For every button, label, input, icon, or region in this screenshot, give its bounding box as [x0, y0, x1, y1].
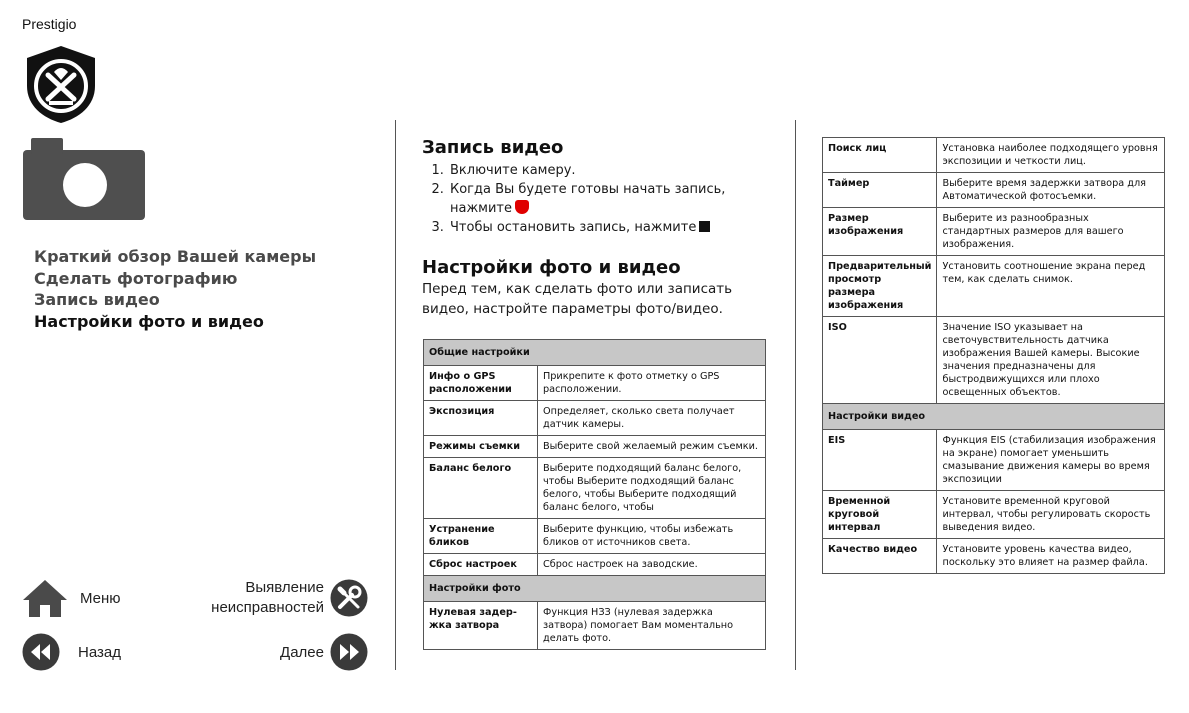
table-row: Поиск лиц Установка наиболее подходящего уровня экспозиции и четкости лиц. — [823, 138, 1165, 173]
back-label: Назад — [78, 643, 121, 661]
tools-icon — [330, 579, 368, 617]
brand-name: Prestigio — [22, 16, 77, 32]
table-row: Сброс настроек Сброс настроек на заводские. — [424, 554, 766, 576]
settings-table-general — [423, 339, 766, 650]
stop-button-icon — [699, 221, 710, 232]
table-section-header: Настройки фото — [424, 576, 766, 602]
column-divider-left — [395, 120, 396, 670]
menu-button[interactable] — [22, 578, 121, 618]
photo-video-settings-title: Настройки фото и видео — [422, 257, 681, 278]
table-row: Режимы съемки Выберите свой желаемый режим съемки. — [424, 436, 766, 458]
video-step-2: 2. Когда Вы будете готовы начать запись, нажмите — [448, 180, 767, 218]
fast-forward-icon — [330, 633, 368, 671]
prestigio-logo-icon — [21, 44, 101, 124]
settings-intro: Перед тем, как сделать фото или записать видео, настройте параметры фото/видео. — [422, 281, 733, 317]
table-row: Таймер Выберите время задержки затвора для Автоматической фотосъемки. — [823, 173, 1165, 208]
rewind-icon — [22, 633, 60, 671]
table-of-contents — [34, 246, 316, 332]
table-row: Экспозиция Определяет, сколько света получает датчик камеры. — [424, 401, 766, 436]
troubleshooting-label-line2: неисправностей — [211, 599, 324, 616]
troubleshooting-button[interactable] — [196, 578, 368, 618]
table-row: Предварительный просмотр размера изображения Установить соотношение экрана перед тем, как сделать снимок. — [823, 256, 1165, 317]
table-row: Инфо о GPS расположении Прикрепите к фото отметку о GPS расположении. — [424, 366, 766, 401]
middle-column — [422, 137, 767, 319]
table-row: Временной круговой интервал Установите временной круговой интервал, чтобы регулировать скорость выведения видео. — [823, 491, 1165, 539]
camera-icon — [23, 138, 145, 220]
next-button[interactable] — [230, 633, 368, 671]
table-section-header: Общие настройки — [424, 340, 766, 366]
video-step-3: 3. Чтобы остановить запись, нажмите — [448, 218, 767, 237]
toc-item-record-video[interactable]: Запись видео — [34, 290, 160, 309]
table-section-header: Настройки видео — [823, 404, 1165, 430]
toc-item-photo-video-settings[interactable]: Настройки фото и видео — [34, 311, 264, 331]
column-divider-right — [795, 120, 796, 670]
menu-label: Меню — [80, 589, 121, 607]
back-button[interactable] — [22, 633, 121, 671]
table-row: Нулевая задер-жка затвора Функция НЗЗ (нулевая задержка затвора) помогает Вам моментально делать фото. — [424, 602, 766, 650]
toc-item-camera-overview[interactable]: Краткий обзор Вашей камеры — [34, 247, 317, 266]
troubleshooting-label-line1: Выявление — [245, 579, 324, 596]
table-row: Баланс белого Выберите подходящий баланс белого, чтобы Выберите подходящий баланс белого, чтобы Выберите подходящий баланс белого, чтобы — [424, 458, 766, 519]
video-steps-list — [422, 161, 767, 237]
toc-item-take-photo[interactable]: Сделать фотографию — [34, 268, 238, 288]
table-row: Размер изображения Выберите из разнообразных стандартных размеров для вашего изображения. — [823, 208, 1165, 256]
settings-table-photo-video — [822, 137, 1165, 574]
video-recording-title: Запись видео — [422, 137, 564, 158]
record-button-icon — [515, 200, 529, 214]
home-icon — [22, 578, 68, 618]
table-row: EIS Функция EIS (стабилизация изображения на экране) помогает уменьшить смазывание движения камеры во время экспозиции — [823, 430, 1165, 491]
table-row: Устранение бликов Выберите функцию, чтобы избежать бликов от источников света. — [424, 519, 766, 554]
video-step-1: 1. Включите камеру. — [448, 161, 767, 180]
table-row: ISO Значение ISO указывает на светочувствительность датчика изображения Вашей камеры. Высокие значения предназначены для быстродвижущихся или плохо освещенных объектов. — [823, 317, 1165, 404]
table-row: Качество видео Установите уровень качества видео, поскольку это влияет на размер файла. — [823, 539, 1165, 574]
next-label: Далее — [280, 643, 324, 661]
